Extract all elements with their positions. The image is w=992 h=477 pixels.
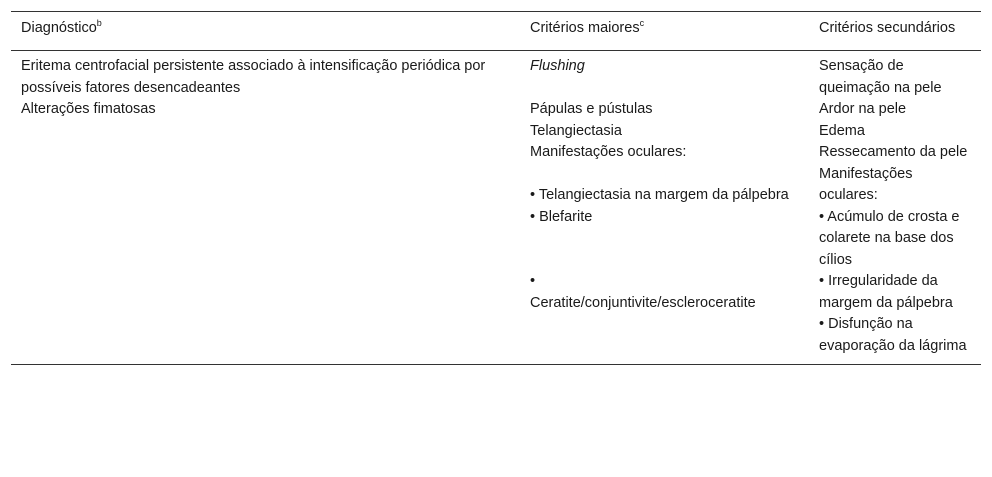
cell-diagnostico: Alterações fimatosas bbox=[21, 101, 156, 117]
list-item: • Blefarite bbox=[530, 208, 593, 225]
table-header-row bbox=[11, 12, 981, 51]
list-item: Ceratite/conjuntivite/escleroceratite bbox=[530, 294, 756, 311]
rosacea-criteria-table bbox=[11, 11, 981, 365]
footnote-b: b bbox=[96, 18, 102, 28]
cell-criterios-maiores bbox=[520, 99, 809, 365]
criteria-table-container bbox=[11, 11, 981, 365]
cell-criterios-secundarios bbox=[809, 99, 981, 365]
list-item: Ressecamento da pele bbox=[819, 144, 968, 160]
spacer bbox=[530, 164, 799, 186]
header-diagnostico: Diagnóstico$^b$ bbox=[21, 18, 102, 36]
list-item: • Irregularidade da margem da pálpebra bbox=[819, 273, 953, 311]
list-item: • Telangiectasia na margem da pálpebra bbox=[530, 187, 789, 203]
list-item: Pápulas e pústulas bbox=[530, 101, 653, 117]
list-item: Edema bbox=[819, 122, 865, 139]
list-item: • Acúmulo de crosta e colarete na base dos cílios bbox=[819, 208, 960, 268]
cell-diagnostico: Eritema centrofacial persistente associado à intensificação periódica por possíveis fatores desencadeantes bbox=[21, 58, 486, 96]
list-item: Ardor na pele bbox=[819, 101, 907, 117]
footnote-c: c bbox=[639, 18, 645, 28]
list-item: • bbox=[530, 273, 536, 289]
cell-criterios-maiores bbox=[520, 51, 809, 100]
list-item: Manifestações oculares: bbox=[530, 144, 687, 160]
flushing-text: Flushing bbox=[530, 58, 585, 74]
list-item: Telangiectasia bbox=[530, 122, 622, 139]
header-criterios-maiores: Critérios maiores$^c$ bbox=[530, 18, 645, 36]
table-row bbox=[11, 51, 981, 100]
cell-criterios-secundarios: Sensação de queimação na pele bbox=[819, 58, 942, 96]
header-criterios-secundarios: Critérios secundários bbox=[819, 20, 956, 36]
spacer bbox=[530, 228, 799, 250]
list-item: Manifestações oculares: bbox=[819, 165, 913, 203]
list-item: • Disfunção na evaporação da lágrima bbox=[819, 316, 967, 354]
spacer bbox=[530, 250, 799, 272]
table-row bbox=[11, 99, 981, 365]
